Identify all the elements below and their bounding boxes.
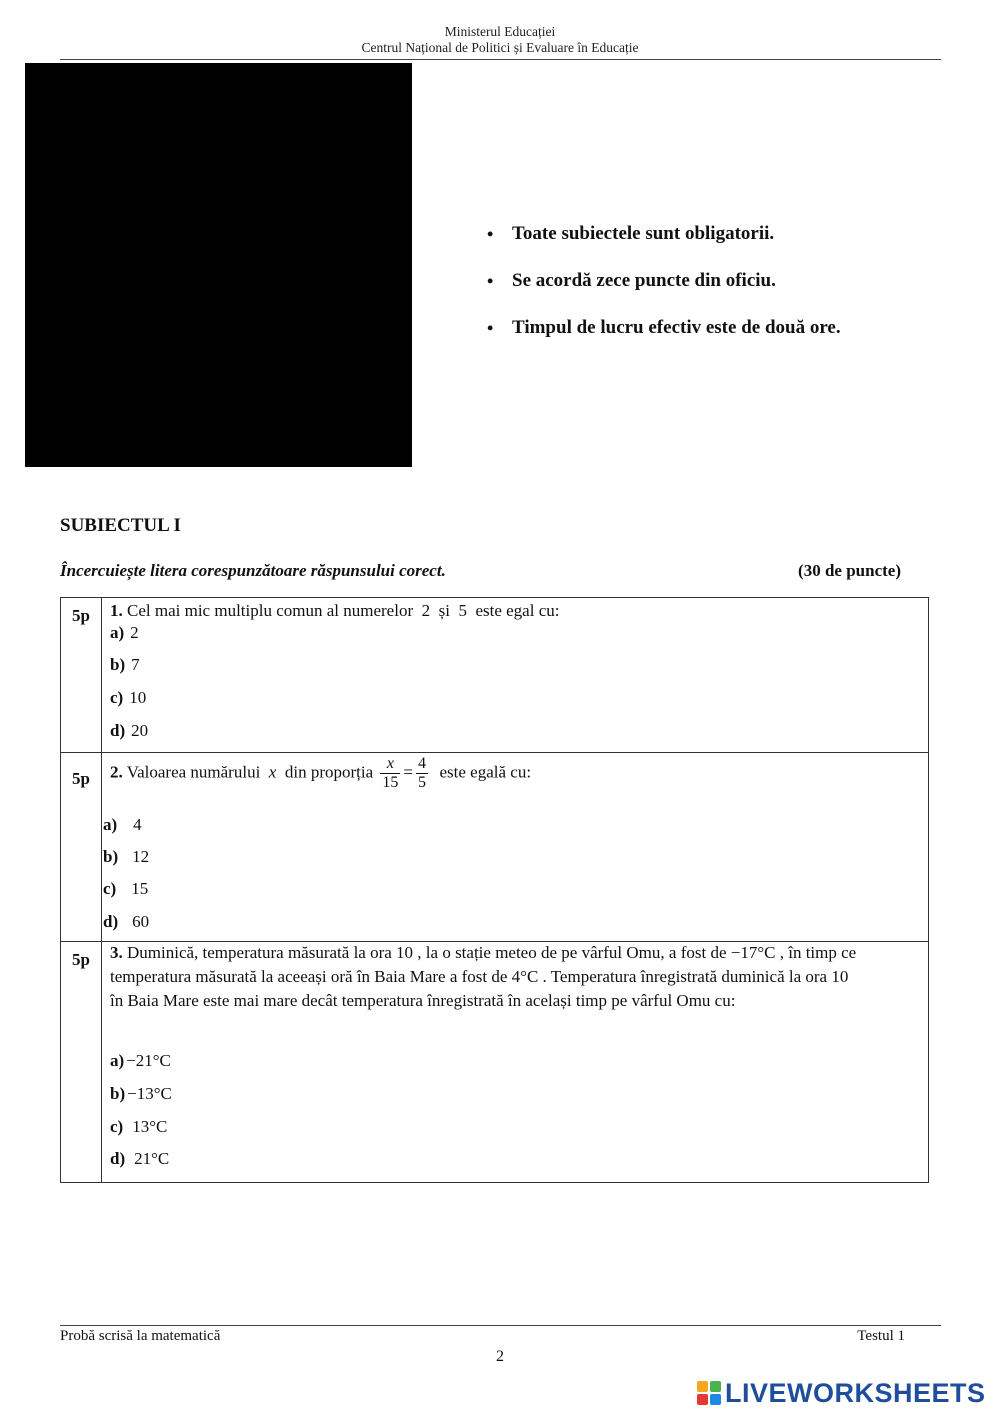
question-points: 5p: [61, 942, 102, 1183]
option-b[interactable]: b) −13°C: [110, 1084, 172, 1103]
question-text: 3. Duminică, temperatura măsurată la ora 10 , la o stație meteo de pe vârful Omu, a fost de −17°C , în timp ce temperatura măsurată la aceeași oră în Baia Mare a fost de 4°C . Temperatura înregistrată duminică la ora 10 în Baia Mare este mai mare decât temperatura înregistrată în același timp pe vârful Omu cu:: [110, 943, 857, 1010]
page-number: 2: [496, 1348, 504, 1365]
brand-name: LIVEWORKSHEETS: [725, 1377, 986, 1408]
question-text: 1. Cel mai mic multiplu comun al numerelor 2 și 5 este egal cu:: [110, 601, 560, 620]
option-b[interactable]: b) 12: [103, 847, 150, 866]
question-number: 3.: [110, 943, 123, 962]
question-number: 1.: [110, 601, 123, 620]
section-points: (30 de puncte): [798, 561, 901, 580]
option-a[interactable]: a) 2: [110, 623, 139, 642]
section-title: SUBIECTUL I: [60, 515, 181, 536]
option-a[interactable]: a) 4: [103, 815, 142, 834]
option-b[interactable]: b) 7: [110, 655, 140, 674]
section-instruction: Încercuiește litera corespunzătoare răspunsului corect.: [60, 561, 446, 580]
option-d[interactable]: d) 20: [110, 721, 149, 740]
option-d[interactable]: d) 21°C: [110, 1149, 170, 1168]
question-points: 5p: [61, 598, 102, 753]
header-divider: [60, 59, 941, 60]
footer-test-label: Testul 1: [857, 1328, 905, 1344]
option-c[interactable]: c) 10: [110, 688, 147, 707]
option-a[interactable]: a) −21°C: [110, 1051, 171, 1070]
question-3: [102, 942, 928, 1182]
brand-logo[interactable]: [697, 1376, 986, 1410]
question-number: 2.: [110, 762, 123, 782]
question-row: [61, 942, 929, 1183]
rule-item: • Timpul de lucru efectiv este de două ore.: [487, 316, 841, 363]
option-c[interactable]: c) 13°C: [110, 1117, 168, 1136]
footer-divider: [60, 1325, 941, 1326]
header-ministry: Ministerul Educației: [444, 24, 556, 39]
redacted-block: [25, 63, 412, 467]
question-text: 2. Valoarea numărului x din proporția $\frac{x}{15}$ = $\frac{4}{5}$ este egală cu:: [110, 755, 532, 791]
page-header: [0, 24, 1000, 56]
rule-item: • Se acordă zece puncte din oficiu.: [487, 269, 841, 316]
rule-item: • Toate subiectele sunt obligatorii.: [487, 222, 841, 269]
footer-exam-name: Probă scrisă la matematică: [60, 1328, 221, 1344]
fraction-4-over-5: $\frac{4}{5}$: [417, 755, 426, 791]
question-row: [61, 753, 929, 942]
question-2: [102, 753, 928, 941]
option-d[interactable]: d) 60: [103, 912, 150, 931]
question-row: [61, 598, 929, 753]
fraction-x-over-15: $\frac{x}{15}$: [382, 755, 399, 791]
option-c[interactable]: c) 15: [103, 879, 149, 898]
header-center: Centrul Național de Politici și Evaluare în Educație: [361, 40, 639, 55]
questions-table: [60, 597, 929, 1183]
exam-rules-list: [487, 222, 841, 363]
question-points: 5p: [61, 753, 102, 942]
question-1: [102, 598, 928, 752]
liveworksheets-icon: [697, 1381, 721, 1405]
